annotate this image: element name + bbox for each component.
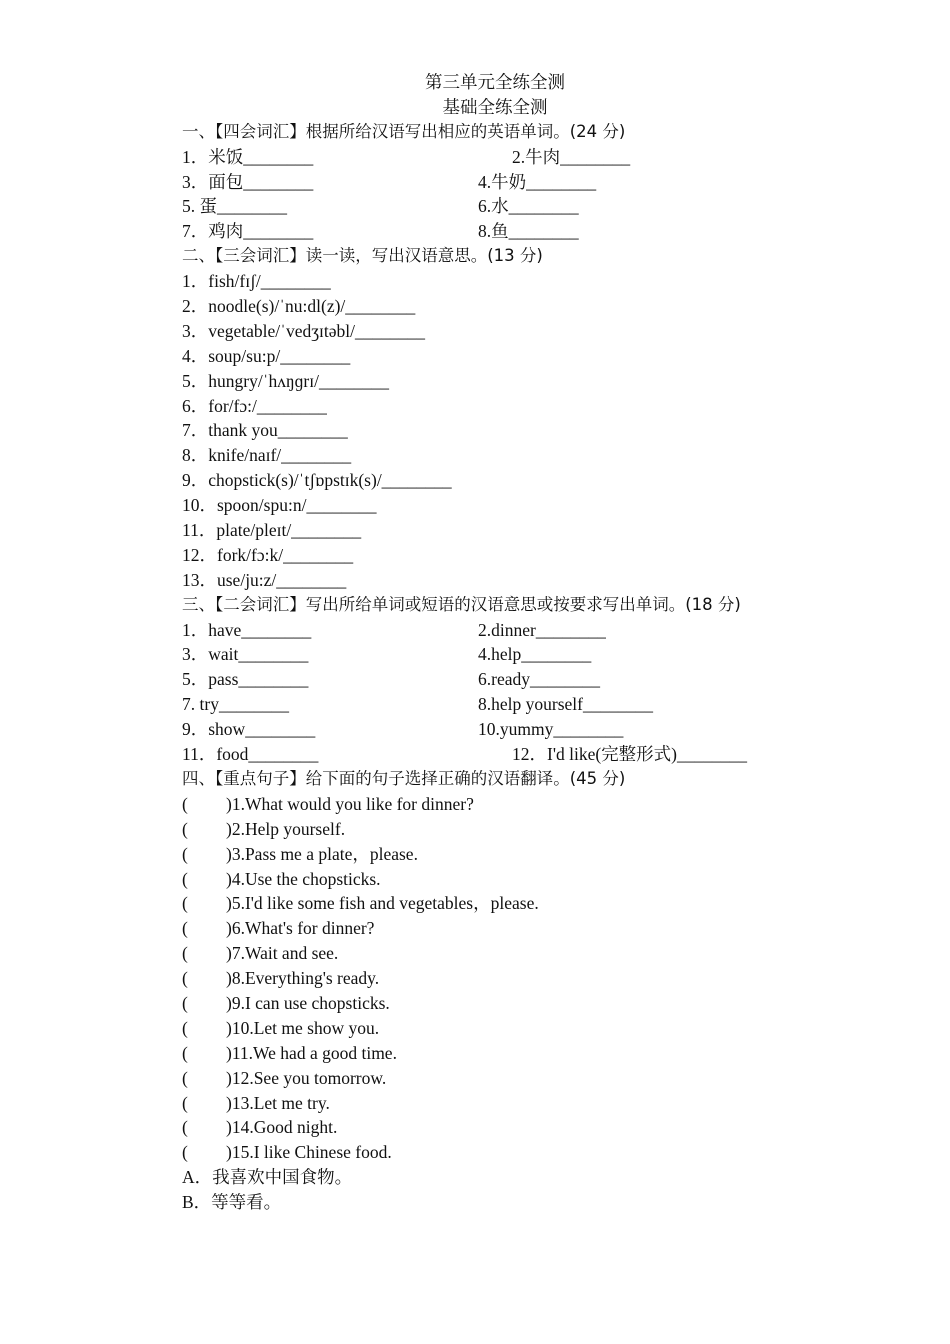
section3-item: 7. try________	[182, 694, 289, 715]
section2-item: 2．noodle(s)/ˈnu:dl(z)/________	[182, 296, 416, 317]
section4-item	[182, 991, 882, 1016]
sentence-text: )11.We had a good time.	[226, 1042, 397, 1063]
section4-item	[182, 842, 882, 867]
section3-item: 9．show________	[182, 719, 316, 740]
section3-row	[182, 717, 882, 742]
section3-heading: 三、【二会词汇】写出所给单词或短语的汉语意思或按要求写出单词。(18 分)	[182, 594, 741, 614]
section3-item: 4.help________	[478, 644, 592, 665]
section2-item: 13．use/ju:z/________	[182, 569, 347, 590]
sentence-text: )9.I can use chopsticks.	[226, 992, 390, 1013]
worksheet	[182, 70, 882, 1215]
answer-paren: (	[182, 1092, 188, 1113]
section1-row	[182, 170, 882, 195]
section1-item: 2.牛肉________	[512, 146, 631, 167]
section3-item: 12．I'd like(完整形式)________	[512, 744, 748, 765]
section1-item: 7．鸡肉________	[182, 221, 314, 242]
section1-item: 6.水________	[478, 196, 579, 217]
section1-row	[182, 145, 882, 170]
sentence-text: )14.Good night.	[226, 1117, 338, 1138]
sentence-text: )3.Pass me a plate，please.	[226, 843, 418, 864]
section2-item: 5．hungry/ˈhʌŋɡrɪ/________	[182, 370, 389, 391]
section1-item: 8.鱼________	[478, 221, 579, 242]
section3-item: 10.yummy________	[478, 719, 624, 740]
section1-item: 3．面包________	[182, 171, 314, 192]
section4-item	[182, 1041, 882, 1066]
sentence-text: )8.Everything's ready.	[226, 968, 380, 989]
section1-item: 4.牛奶________	[478, 171, 597, 192]
section4-item	[182, 966, 882, 991]
section2-heading: 二、【三会词汇】读一读，写出汉语意思。(13 分)	[182, 246, 543, 266]
section3-item: 1．have________	[182, 619, 312, 640]
section2-item: 11．plate/pleɪt/________	[182, 520, 362, 541]
section1-row	[182, 219, 882, 244]
section4-item	[182, 1091, 882, 1116]
section4-heading: 四、【重点句子】给下面的句子选择正确的汉语翻译。(45 分)	[182, 768, 626, 788]
answer-paren: (	[182, 843, 188, 864]
section2-item: 12．fork/fɔ:k/________	[182, 544, 354, 565]
sentence-text: )2.Help yourself.	[226, 818, 346, 839]
section3-row	[182, 618, 882, 643]
section4-item	[182, 941, 882, 966]
section2-item: 8．knife/naɪf/________	[182, 445, 352, 466]
section4-item	[182, 1016, 882, 1041]
sentence-text: )12.See you tomorrow.	[226, 1067, 387, 1088]
sentence-text: )4.Use the chopsticks.	[226, 868, 381, 889]
section2-item: 7．thank you________	[182, 420, 348, 441]
section4-option: B．等等看。	[182, 1192, 282, 1213]
section4-item	[182, 817, 882, 842]
answer-paren: (	[182, 818, 188, 839]
section3-item: 6.ready________	[478, 669, 600, 690]
section2-item: 6．for/fɔ:/________	[182, 395, 327, 416]
answer-paren: (	[182, 868, 188, 889]
section4-item	[182, 891, 882, 916]
answer-paren: (	[182, 1017, 188, 1038]
answer-paren: (	[182, 918, 188, 939]
answer-paren: (	[182, 1142, 188, 1163]
section3-row	[182, 742, 882, 767]
section3-row	[182, 667, 882, 692]
section4-option: A．我喜欢中国食物。	[182, 1167, 353, 1188]
section4-item	[182, 1066, 882, 1091]
sentence-text: )10.Let me show you.	[226, 1017, 380, 1038]
section4-item	[182, 916, 882, 941]
sentence-text: )6.What's for dinner?	[226, 918, 375, 939]
sentence-text: )13.Let me try.	[226, 1092, 330, 1113]
answer-paren: (	[182, 968, 188, 989]
section3-item: 3．wait________	[182, 644, 309, 665]
section2-item: 4．soup/su:p/________	[182, 345, 351, 366]
section4-item	[182, 867, 882, 892]
answer-paren: (	[182, 992, 188, 1013]
answer-paren: (	[182, 1117, 188, 1138]
section4-item	[182, 1115, 882, 1140]
section2-item: 1．fish/fɪʃ/________	[182, 271, 331, 292]
answer-paren: (	[182, 943, 188, 964]
answer-paren: (	[182, 1067, 188, 1088]
answer-paren: (	[182, 1042, 188, 1063]
section1-heading: 一、【四会词汇】根据所给汉语写出相应的英语单词。(24 分)	[182, 121, 626, 141]
section2-item: 10．spoon/spu:n/________	[182, 495, 377, 516]
answer-paren: (	[182, 793, 188, 814]
sentence-text: )1.What would you like for dinner?	[226, 793, 474, 814]
sentence-text: )5.I'd like some fish and vegetables，please.	[226, 893, 539, 914]
section1-row	[182, 194, 882, 219]
section3-item: 11．food________	[182, 744, 319, 765]
answer-paren: (	[182, 893, 188, 914]
section3-row	[182, 642, 882, 667]
section2-item: 9．chopstick(s)/ˈtʃɒpstɪk(s)/________	[182, 470, 452, 491]
section2-item: 3．vegetable/ˈvedʒɪtəbl/________	[182, 320, 425, 341]
section1-item: 5. 蛋________	[182, 196, 287, 217]
section4-item	[182, 1140, 882, 1165]
sentence-text: )7.Wait and see.	[226, 943, 339, 964]
section4-item	[182, 792, 882, 817]
section3-item: 2.dinner________	[478, 619, 606, 640]
worksheet-title: 第三单元全练全测	[425, 72, 565, 92]
section3-item: 8.help yourself________	[478, 694, 653, 715]
worksheet-subtitle: 基础全练全测	[442, 96, 548, 117]
section3-item: 5．pass________	[182, 669, 309, 690]
sentence-text: )15.I like Chinese food.	[226, 1142, 392, 1163]
section3-row	[182, 692, 882, 717]
section1-item: 1．米饭________	[182, 146, 314, 167]
